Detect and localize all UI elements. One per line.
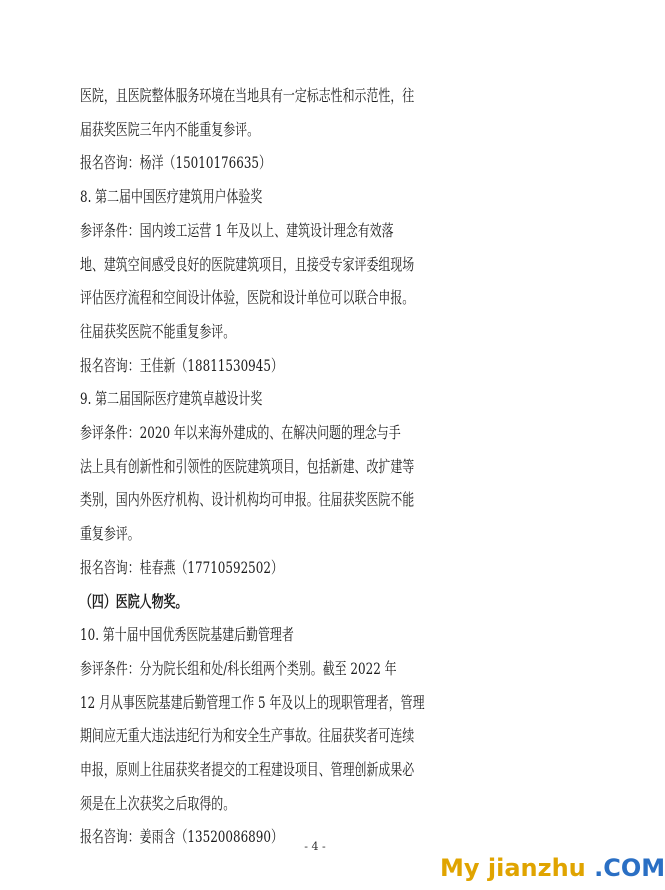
- paragraph-line: （四）医院人物奖。: [80, 591, 188, 611]
- watermark-text-brand: My jianzhu: [440, 854, 586, 882]
- paragraph-line: 报名咨询：桂春燕（17710592502）: [80, 557, 283, 577]
- page-number: - 4 -: [304, 840, 326, 853]
- watermark-logo: [440, 852, 665, 884]
- paragraph-line: 期间应无重大违法违纪行为和安全生产事故。往届获奖者可连续: [80, 726, 415, 746]
- paragraph-line: 报名咨询：杨洋（15010176635）: [80, 153, 271, 173]
- paragraph-line: 法上具有创新性和引领性的医院建筑项目，包括新建、改扩建等: [80, 456, 415, 476]
- paragraph-line: 评估医疗流程和空间设计体验，医院和设计单位可以联合申报。: [80, 288, 415, 308]
- paragraph-line: 报名咨询：王佳新（18811530945）: [80, 355, 283, 375]
- paragraph-line: 医院，且医院整体服务环境在当地具有一定标志性和示范性，往: [80, 86, 415, 105]
- paragraph-line: 9. 第二届国际医疗建筑卓越设计奖: [80, 389, 263, 409]
- watermark-text-domain: .COM: [585, 854, 665, 882]
- paragraph-line: 届获奖医院三年内不能重复参评。: [80, 119, 260, 139]
- paragraph-line: 须是在上次获奖之后取得的。: [80, 793, 236, 813]
- paragraph-line: 往届获奖医院不能重复参评。: [80, 321, 236, 341]
- paragraph-line: 8. 第二届中国医疗建筑用户体验奖: [80, 187, 263, 207]
- paragraph-line: 重复参评。: [80, 524, 140, 544]
- paragraph-line: 12 月从事医院基建后勤管理工作 5 年及以上的现职管理者，管理: [80, 692, 425, 712]
- paragraph-line: 参评条件：分为院长组和处/科长组两个类别。截至 2022 年: [80, 658, 397, 678]
- paragraph-line: 参评条件：国内竣工运营 1 年及以上、建筑设计理念有效落: [80, 220, 394, 240]
- paragraph-line: 参评条件：2020 年以来海外建成的、在解决问题的理念与手: [80, 423, 401, 442]
- paragraph-line: 类别，国内外医疗机构、设计机构均可申报。往届获奖医院不能: [80, 490, 415, 510]
- paragraph-line: 地、建筑空间感受良好的医院建筑项目，且接受专家评委组现场: [80, 254, 415, 274]
- paragraph-line: 报名咨询：姜雨含（13520086890）: [80, 827, 283, 847]
- paragraph-line: 申报，原则上往届获奖者提交的工程建设项目、管理创新成果必: [80, 760, 415, 779]
- paragraph-line: 10. 第十届中国优秀医院基建后勤管理者: [80, 625, 294, 645]
